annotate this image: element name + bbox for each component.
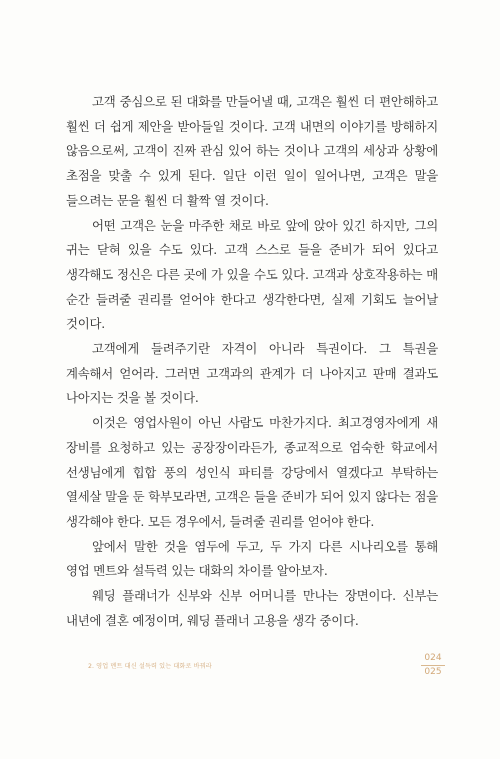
- body-text: [66, 90, 438, 633]
- paragraph: 웨딩 플래너가 신부와 신부 어머니를 만나는 장면이다. 신부는 내년에 결혼 예정이며, 웨딩 플래너 고용을 생각 중이다.: [66, 588, 438, 628]
- page-number-right: 025: [424, 667, 442, 677]
- paragraph: 고객에게 들려주기란 자격이 아니라 특권이다. 그 특권을 계속해서 얻어라. 그러면 고객과의 관계가 더 나아지고 판매 결과도 나아지는 것을 볼 것이다.: [66, 341, 438, 406]
- paragraph: 앞에서 말한 것을 염두에 두고, 두 가지 다른 시나리오를 통해 영업 멘트와 설득력 있는 대화의 차이를 알아보자.: [66, 538, 438, 579]
- paragraph: 어떤 고객은 눈을 마주한 채로 바로 앞에 앉아 있긴 하지만, 그의 귀는 닫혀 있을 수도 있다. 고객 스스로 들을 준비가 되어 있다고 생각해도 정신은 다른 곳에 가 있을 수도 있다. 고객과 상호작용하는 매 순간 들려줄 권리를 얻어야 한다고 생각한다면, 실제 기회도 늘어날 것이다.: [66, 217, 438, 332]
- page-number-divider: [421, 665, 445, 666]
- page-numbers: [421, 653, 445, 678]
- page-number-left: 024: [424, 653, 442, 663]
- paragraph: 이것은 영업사원이 아닌 사람도 마찬가지다. 최고경영자에게 새 장비를 요청하고 있는 공장장이라든가, 종교적으로 엄숙한 학교에서 선생님에게 힙합 풍의 성인식 파티를 강당에서 열겠다고 부탁하는 열세살 말을 둔 학부모라면, 고객은 들을 준비가 되어 있지 않다는 점을 생각해야 한다. 모든 경우에서, 들려줄 권리를 얻어야 한다.: [66, 415, 438, 529]
- paragraph: 고객 중심으로 된 대화를 만들어낼 때, 고객은 훨씬 더 편안해하고 훨씬 더 쉽게 제안을 받아들일 것이다. 고객 내면의 이야기를 방해하지 않음으로써, 고객이 진짜 관심 있어 하는 것이나 고객의 세상과 상황에 초점을 맞출 수 있게 된다. 일단 이런 일이 일어나면, 고객은 말을 들으려는 문을 훨씬 더 활짝 열 것이다.: [66, 94, 438, 208]
- running-footer-chapter-title: 2. 영업 멘트 대신 설득력 있는 대화로 바꿔라: [88, 663, 212, 670]
